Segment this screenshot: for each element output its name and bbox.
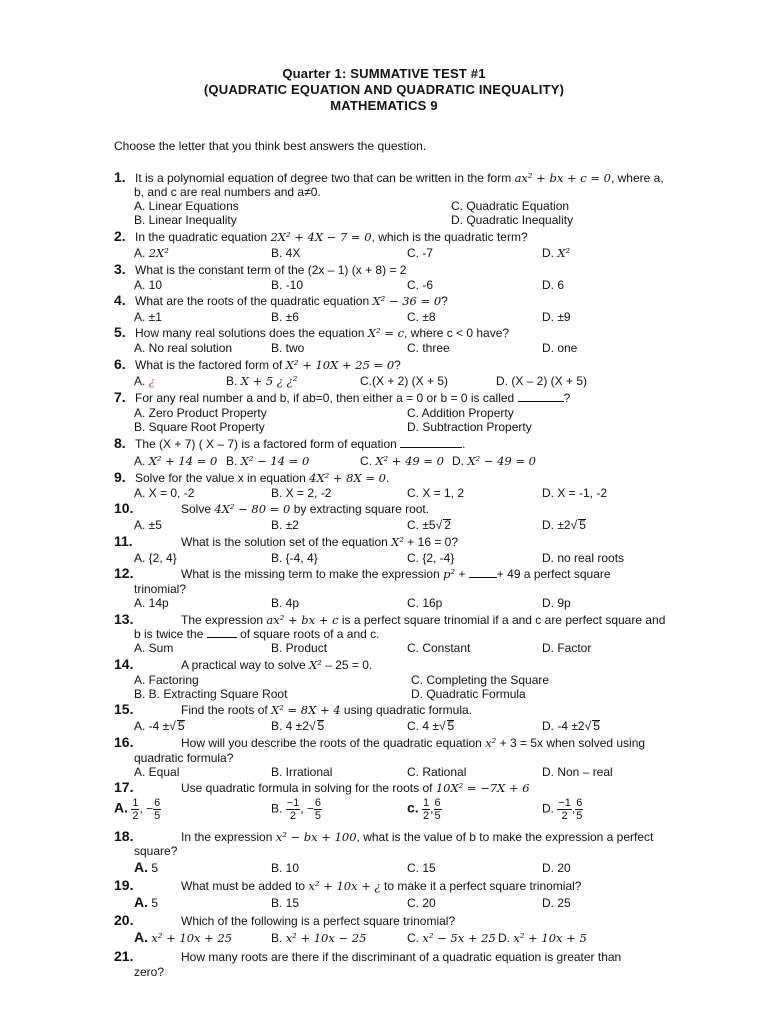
question-text: The expression <box>181 613 264 627</box>
question-text: , where a, <box>610 171 664 185</box>
question-text: + 3 = 5x when solved using <box>499 736 646 750</box>
option-value: 5 <box>151 861 159 875</box>
option-label: A. <box>114 799 128 816</box>
question-text: Which of the following is a perfect square trinomial? <box>181 914 456 928</box>
sqrt-icon: √ <box>435 518 443 532</box>
option-label: A. <box>134 929 148 945</box>
option-b[interactable]: B. Linear Inequality <box>134 213 237 227</box>
question-text: What is the factored form of <box>135 358 283 372</box>
option-d[interactable]: D. $\frac{-1}{2}$ , $\frac{6}{5}$ <box>542 797 583 822</box>
question-number: 4. <box>114 292 126 308</box>
question-text: How will you describe the roots of the quadratic equation <box>181 736 482 750</box>
option-a[interactable]: A. ±1 <box>134 310 162 324</box>
fraction: $\frac{-1}{2}$ <box>286 797 300 822</box>
option-c[interactable]: C.(X + 2) (X + 5) <box>360 374 449 388</box>
math-expression: ¿ <box>148 374 155 388</box>
question-text: Use quadratic formula in solving for the roots of <box>181 781 433 795</box>
option-c[interactable] <box>407 518 451 532</box>
option-d[interactable]: D. Non – real <box>542 765 613 779</box>
math-expression: x² − 5x + 25 <box>422 931 496 945</box>
option-label: D. <box>452 454 464 468</box>
math-expression: 2X² + 4X − 7 = 0 <box>270 230 372 244</box>
question-text: How many real solutions does the equation <box>135 326 365 340</box>
question-text: A practical way to solve <box>181 658 306 672</box>
question-text: to make it a perfect square trinomial? <box>384 879 582 893</box>
option-d[interactable]: D. no real roots <box>542 551 625 565</box>
math-expression: X² − 36 = 0 <box>372 294 442 308</box>
question-text: What is the solution set of the equation <box>181 535 388 549</box>
sqrt-icon: √ <box>570 518 578 532</box>
option-a[interactable] <box>134 719 185 733</box>
question-number: 21. <box>114 948 134 964</box>
math-expression: X² + 14 = 0 <box>148 454 218 468</box>
option-label: A. <box>134 894 148 910</box>
sqrt-icon: √ <box>169 719 176 733</box>
option-d[interactable]: D. 6 <box>542 278 565 292</box>
option-a[interactable]: A. $\frac{1}{2}$ , − $\frac{6}{5}$ <box>114 797 161 822</box>
fraction: $\frac{6}{5}$ <box>314 797 322 822</box>
question-text: The (X + 7) ( X – 7) is a factored form of equation <box>135 437 397 451</box>
option-a[interactable]: A. Sum <box>134 641 174 655</box>
option-d[interactable]: D. Factor <box>542 641 592 655</box>
question-number: 9. <box>114 469 126 485</box>
option-a[interactable]: A. Zero Product Property <box>134 406 267 420</box>
answer-blank <box>518 391 564 402</box>
option-b[interactable]: B. ±2 <box>271 518 299 532</box>
question-number: 17. <box>114 779 134 795</box>
option-d[interactable]: D. ±9 <box>542 310 571 324</box>
option-label: A. <box>134 859 148 875</box>
option-a[interactable]: A. Equal <box>134 765 180 779</box>
instructions: Choose the letter that you think best answers the question. <box>114 139 427 153</box>
option-a[interactable]: A. X = 0, -2 <box>134 486 195 500</box>
option-label: A. <box>134 246 146 260</box>
answer-blank <box>207 627 237 638</box>
option-value: 5 <box>151 896 159 910</box>
option-c[interactable]: C. {2, -4} <box>407 551 455 565</box>
option-d[interactable]: D. Subtraction Property <box>407 420 532 434</box>
option-label: B. <box>271 801 283 816</box>
option-c[interactable]: C. -6 <box>407 278 434 292</box>
option-label: D. ±2 <box>542 518 571 532</box>
option-b[interactable]: B. {-4, 4} <box>271 551 318 565</box>
option-c[interactable]: C. 15 <box>407 861 436 875</box>
option-label: C. 4 ± <box>407 719 439 733</box>
math-expression: X² + 10X + 25 = 0 <box>285 358 395 372</box>
option-label: D. <box>542 246 554 260</box>
math-expression: x² + 10x + ¿ <box>308 879 381 893</box>
question-text: ? <box>394 358 401 372</box>
math-expression: x² + 10x + 25 <box>151 931 233 945</box>
option-a[interactable]: A. Linear Equations <box>134 199 239 213</box>
option-a[interactable] <box>134 246 169 260</box>
math-expression: X² − 49 = 0 <box>467 454 536 468</box>
fraction: $\frac{-1}{2}$ <box>558 797 571 822</box>
option-d[interactable]: D. Quadratic Formula <box>411 687 526 701</box>
question-number: 1. <box>114 169 126 185</box>
math-expression: X² + 49 = 0 <box>375 454 444 468</box>
question-text: , which is the quadratic term? <box>371 230 528 244</box>
test-page: Quarter 1: SUMMATIVE TEST #1 (QUADRATIC EQUATION AND QUADRATIC INEQUALITY) MATHEMATICS 9 Choose the letter that you think best answers the question. 1. It is a polynomial equation of degree two that can be written in the form ax² + bx + c = 0, where a, b, and c are real numbers and a≠0. A. Linear Equations B. Linear Inequality C. Quadratic Equation D. Quadratic Inequality 2. In the quadratic equation 2X² + 4X − 7 = 0, which is the quadratic term? A. 2X² B. 4X C. -7 D. X² 3. What is the constant term of the (2x – 1) (x + 8) = 2 A. 10 B. -10 C. -6 D. 6 4. What are the roots of the quadratic equation X² − 36 = 0? A. ±1 B. ±6 C. ±8 D. ±9 5. How many real solutions does the equation X² = c, where c < 0 have? A. No real solution B. two C. three D. one 6. What is the factored form of X² + 10X + 25 = 0? A. ¿ B. X + 5 ¿ ¿² C.(X + 2) (X + 5) D. (X – 2) (X + 5) 7. For any real number a and b, if ab=0, then either a = 0 or b = 0 is called ? A. Zero Product Property B. Square Root Property C. Addition Property D. Subtraction Property 8. The (X + 7) ( X – 7) is a factored form of equation . A. X² + 14 = 0 B. X² − 14 = 0 C. X² + 49 = 0 D. X² − 49 = 0 9. Solve for the value x in equation 4X² + 8X = 0. A. X = 0, -2 B. X = 2, -2 C. X = 1, 2 D. X = -1, -2 10. Solve 4X² − 80 = 0 by extracting square root. A. ±5 B. ±2 C. ±5√ 2 D. ±2√ 5 11. What is the solution set of the equation X² + 16 = 0? A. {2, 4} B. {-4, 4} C. {2, -4} D. no real roots 12. What is the missing term to make the expression p² + + 49 a perfect square trinomial? A. 14p B. 4p C. 16p D. 9p 13. The expression ax² + bx + c is a perfect square trinomial if a and c are perfect square and b is twice the of square roots of a and c. A. Sum B. Product C. Constant D. Factor 14. A practical way to solve X² – 25 = 0. A. Factoring B. B. Extracting Square Root C. Completing the Square D. Quadratic Formula 15. Find the roots of X² = 8X + 4 using quadratic formula. A. -4 ±√ 5 B. 4 ±2√ 5 C. 4 ±√ 5 D. -4 ±2√ 5 16. How will you describe the roots of the quadratic equation x² + 3 = 5x when solved using quadratic formula? A. Equal B. Irrational C. Rational D. Non – real 17. Use quadratic formula in solving for the roots of 10X² = −7X + 6 A. $\frac{1}{2}$ , − $\frac{6}{5}$ B. $\frac{-1}{2}$ , − $\frac{6}{5}$ c. $\frac{1}{2}$ , $\frac{6}{5}$ D. $\frac{-1}{2}$ , $\frac{6}{5}$ 18. In the expression x² − bx + 100, what is the value of b to make the expression a perfect square? A. 5 B. 10 C. 15 D. 20 19. What must be added to x² + 10x + ¿ to make it a perfect square trinomial? A. 5 B. 15 C. 20 D. 25 20. Which of the following is a perfect square trinomial? A. x² + 10x + 25 B. x² + 10x − 25 C. x² − 5x + 25 D. x² + 10x + 5 21. How many roots are there if the discriminant of a quadratic equation is greater than zero? <box>0 0 768 1024</box>
option-d[interactable]: D. Quadratic Inequality <box>451 213 574 227</box>
option-c[interactable]: C. Addition Property <box>407 406 514 420</box>
option-d[interactable] <box>498 931 587 945</box>
option-label: c. <box>407 799 419 816</box>
question-text: square? <box>134 844 178 858</box>
radicand: 5 <box>579 518 586 532</box>
question-text: – 25 = 0. <box>325 658 373 672</box>
question-text: Solve for the value x in equation <box>135 471 306 485</box>
radicand: 2 <box>444 518 451 532</box>
option-b[interactable] <box>271 931 366 945</box>
math-expression: X² <box>309 658 322 672</box>
option-b[interactable]: B. Product <box>271 641 328 655</box>
option-b[interactable] <box>226 374 297 388</box>
question-number: 16. <box>114 734 134 750</box>
option-c[interactable]: C. 20 <box>407 896 436 910</box>
option-label: B. <box>226 374 238 388</box>
option-label: B. <box>226 454 238 468</box>
option-c[interactable]: C. ±8 <box>407 310 436 324</box>
option-a[interactable]: A. {2, 4} <box>134 551 177 565</box>
math-expression: ax² + bx + c <box>266 613 339 627</box>
option-d[interactable] <box>542 518 586 532</box>
option-b[interactable]: B. 4X <box>271 246 301 260</box>
option-c[interactable]: c. $\frac{1}{2}$ , $\frac{6}{5}$ <box>407 797 441 822</box>
option-c[interactable]: C. Rational <box>407 765 467 779</box>
question-text: It is a polynomial equation of degree two that can be written in the form <box>135 171 512 185</box>
option-c[interactable]: C. Completing the Square <box>411 673 550 687</box>
math-expression: X + 5 ¿ ¿² <box>240 374 298 388</box>
question-text: In the expression <box>181 830 273 844</box>
question-text: In the quadratic equation <box>135 230 268 244</box>
question-number: 10. <box>114 500 134 516</box>
question-text: Solve <box>181 502 212 516</box>
question-text: quadratic formula? <box>134 751 234 765</box>
question-text: is a perfect square trinomial if a and c are perfect square and <box>341 613 666 627</box>
option-label: B. <box>271 931 283 945</box>
question-number: 5. <box>114 324 126 340</box>
question-text: How many roots are there if the discriminant of a quadratic equation is greater than <box>181 950 622 964</box>
option-label: C. ±5 <box>407 518 436 532</box>
option-b[interactable]: B. Irrational <box>271 765 333 779</box>
question-text: b, and c are real numbers and a≠0. <box>134 185 321 199</box>
option-label: A. <box>134 454 146 468</box>
question-number: 3. <box>114 261 126 277</box>
option-b[interactable]: B. 4p <box>271 596 300 610</box>
option-d[interactable]: D. one <box>542 341 578 355</box>
option-a[interactable]: A. Factoring <box>134 673 199 687</box>
option-c[interactable]: C. X = 1, 2 <box>407 486 465 500</box>
option-c[interactable]: C. 16p <box>407 596 443 610</box>
math-expression: ax² + bx + c = 0 <box>514 171 611 185</box>
option-b[interactable]: B. 10 <box>271 861 300 875</box>
question-number: 2. <box>114 228 126 244</box>
option-d[interactable] <box>452 454 536 468</box>
math-expression: X² <box>557 246 571 260</box>
question-text: . <box>385 471 390 485</box>
option-b[interactable] <box>271 719 324 733</box>
question-text: of square roots of a and c. <box>240 627 380 641</box>
question-number: 6. <box>114 356 126 372</box>
math-expression: X² <box>391 535 404 549</box>
question-number: 19. <box>114 877 134 893</box>
option-b[interactable]: B. -10 <box>271 278 304 292</box>
question-number: 8. <box>114 435 126 451</box>
option-c[interactable] <box>407 931 496 945</box>
question-number: 13. <box>114 611 134 627</box>
option-d[interactable]: D. X = -1, -2 <box>542 486 608 500</box>
question-text: using quadratic formula. <box>343 703 472 717</box>
option-b[interactable] <box>226 454 309 468</box>
math-expression: 10X² = −7X + 6 <box>435 781 530 795</box>
option-b[interactable]: B. X = 2, -2 <box>271 486 332 500</box>
sqrt-icon: √ <box>438 719 446 733</box>
question-text: What is the missing term to make the expression <box>181 567 440 581</box>
option-label: B. 4 ±2 <box>271 719 309 733</box>
option-b[interactable]: B. B. Extracting Square Root <box>134 687 288 701</box>
option-a[interactable] <box>134 860 158 875</box>
option-d[interactable] <box>542 246 570 260</box>
math-expression: 4X² + 8X = 0 <box>309 471 386 485</box>
option-b[interactable]: B. two <box>271 341 305 355</box>
answer-blank <box>469 567 497 578</box>
option-a[interactable]: A. 14p <box>134 596 169 610</box>
option-d[interactable]: D. 25 <box>542 896 571 910</box>
option-a[interactable]: A. No real solution <box>134 341 233 355</box>
radicand: 5 <box>177 719 185 733</box>
question-text: ? <box>441 294 448 308</box>
option-label: C. <box>360 454 372 468</box>
question-text: What are the roots of the quadratic equation <box>135 294 370 308</box>
option-a[interactable] <box>134 454 217 468</box>
option-a[interactable] <box>134 895 158 910</box>
option-b[interactable]: B. ±6 <box>271 310 299 324</box>
radicand: 5 <box>593 719 600 733</box>
question-text: What is the constant term of the (2x – 1) (x + 8) = 2 <box>135 263 407 277</box>
option-label: D. <box>498 931 510 945</box>
option-b[interactable]: B. Square Root Property <box>134 420 265 434</box>
option-label: C. <box>407 931 419 945</box>
test-subject: MATHEMATICS 9 <box>330 98 438 113</box>
radicand: 5 <box>317 719 325 733</box>
fraction: $\frac{1}{2}$ <box>132 797 139 822</box>
option-a[interactable] <box>134 374 155 388</box>
question-text: For any real number a and b, if ab=0, then either a = 0 or b = 0 is called <box>135 391 515 405</box>
option-label: A. -4 ± <box>134 719 170 733</box>
fraction: $\frac{6}{5}$ <box>576 797 583 822</box>
option-d[interactable] <box>542 719 600 733</box>
question-number: 18. <box>114 828 134 844</box>
option-a[interactable]: A. 10 <box>134 278 163 292</box>
test-subtitle: (QUADRATIC EQUATION AND QUADRATIC INEQUALITY) <box>203 82 565 97</box>
option-b[interactable]: B. 15 <box>271 896 300 910</box>
question-text: zero? <box>134 965 165 979</box>
answer-blank <box>400 437 462 448</box>
option-label: D. <box>542 801 554 816</box>
math-expression: 2X² <box>148 246 169 260</box>
option-a[interactable] <box>134 930 232 945</box>
option-c[interactable] <box>360 454 444 468</box>
option-c[interactable]: C. Quadratic Equation <box>451 199 570 213</box>
question-text: , where c < 0 have? <box>404 326 510 340</box>
option-a[interactable]: A. ±5 <box>134 518 162 532</box>
question-number: 12. <box>114 565 134 581</box>
radicand: 5 <box>447 719 455 733</box>
question-number: 11. <box>114 533 133 549</box>
math-expression: x² − bx + 100 <box>275 830 357 844</box>
test-title: Quarter 1: SUMMATIVE TEST #1 <box>282 66 486 81</box>
option-c[interactable] <box>407 719 454 733</box>
question-text: b is twice the <box>134 627 204 641</box>
math-expression: x² + 10x + 5 <box>513 931 587 945</box>
option-b[interactable]: B. $\frac{-1}{2}$ , − $\frac{6}{5}$ <box>271 797 322 822</box>
question-number: 14. <box>114 656 134 672</box>
fraction: $\frac{6}{5}$ <box>434 797 441 822</box>
sqrt-icon: √ <box>308 719 316 733</box>
option-label: A. <box>134 374 146 388</box>
option-label: D. -4 ±2 <box>542 719 585 733</box>
option-c[interactable]: C. Constant <box>407 641 471 655</box>
sqrt-icon: √ <box>584 719 592 733</box>
math-expression: X² = 8X + 4 <box>271 703 341 717</box>
question-text: Find the roots of <box>181 703 268 717</box>
option-c[interactable]: C. -7 <box>407 246 434 260</box>
question-text: + 16 = 0? <box>407 535 459 549</box>
math-expression: 4X² − 80 = 0 <box>214 502 291 516</box>
math-expression: p² <box>443 567 456 581</box>
option-d[interactable]: D. 20 <box>542 861 571 875</box>
question-number: 15. <box>114 701 134 717</box>
math-expression: X² = c <box>367 326 405 340</box>
question-text: What must be added to <box>181 879 306 893</box>
option-c[interactable]: C. three <box>407 341 450 355</box>
option-d[interactable]: D. (X – 2) (X + 5) <box>496 374 588 388</box>
question-number: 7. <box>114 389 126 405</box>
option-d[interactable]: D. 9p <box>542 596 571 610</box>
question-text: , what is the value of b to make the expression a perfect <box>356 830 654 844</box>
math-expression: x² <box>485 736 497 750</box>
fraction: $\frac{1}{2}$ <box>423 797 430 822</box>
fraction: $\frac{6}{5}$ <box>154 797 161 822</box>
question-number: 20. <box>114 912 134 928</box>
math-expression: x² + 10x − 25 <box>285 931 367 945</box>
question-text: by extracting square root. <box>293 502 430 516</box>
question-text: + 49 a perfect square <box>496 567 611 581</box>
question-text: trinomial? <box>134 582 187 596</box>
math-expression: X² − 14 = 0 <box>240 454 310 468</box>
